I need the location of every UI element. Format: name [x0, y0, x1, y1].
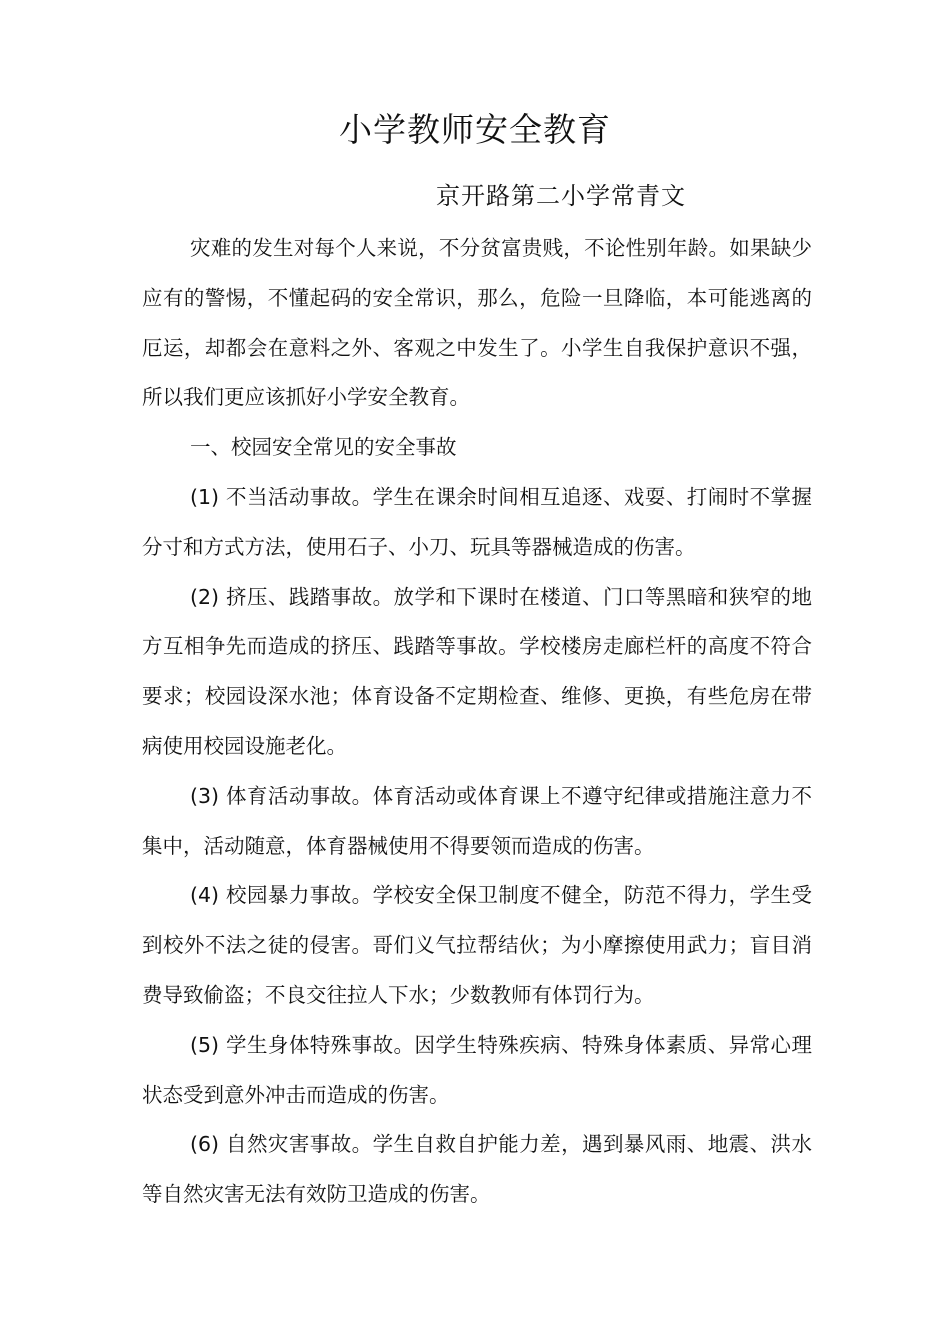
- paragraph-item-1: (1) 不当活动事故。学生在课余时间相互追逐、戏耍、打闹时不掌握分寸和方式方法，使用石子、小刀、玩具等器械造成的伤害。: [142, 484, 812, 559]
- paragraph-item-6: (6) 自然灾害事故。学生自救自护能力差，遇到暴风雨、地震、洪水等自然灾害无法有效防卫造成的伤害。: [142, 1132, 812, 1207]
- document-body: [142, 224, 812, 1220]
- paragraph-item-3: (3) 体育活动事故。体育活动或体育课上不遵守纪律或措施注意力不集中，活动随意，体育器械使用不得要领而造成的伤害。: [142, 783, 812, 858]
- paragraph-item-2: (2) 挤压、践踏事故。放学和下课时在楼道、门口等黑暗和狭窄的地方互相争先而造成的挤压、践踏等事故。学校楼房走廊栏杆的高度不符合要求；校园设深水池；体育设备不定期检查、维修、更换，有些危房在带病使用校园设施老化。: [142, 584, 812, 758]
- author-line: 京开路第二小学常青文: [436, 182, 686, 210]
- paragraph-item-5: (5) 学生身体特殊事故。因学生特殊疾病、特殊身体素质、异常心理状态受到意外冲击而造成的伤害。: [142, 1032, 812, 1107]
- paragraph-item-4: (4) 校园暴力事故。学校安全保卫制度不健全，防范不得力，学生受到校外不法之徒的侵害。哥们义气拉帮结伙；为小摩擦使用武力；盲目消费导致偷盗；不良交往拉人下水；少数教师有体罚行为。: [142, 883, 812, 1007]
- document-title: 小学教师安全教育: [339, 110, 611, 149]
- paragraph-intro: 灾难的发生对每个人来说，不分贫富贵贱，不论性别年龄。如果缺少应有的警惕，不懂起码的安全常识，那么，危险一旦降临，本可能逃离的厄运，却都会在意料之外、客观之中发生了。小学生自我保护意识不强，所以我们更应该抓好小学安全教育。: [142, 236, 812, 410]
- section-heading: 一、校园安全常见的安全事故: [190, 435, 457, 460]
